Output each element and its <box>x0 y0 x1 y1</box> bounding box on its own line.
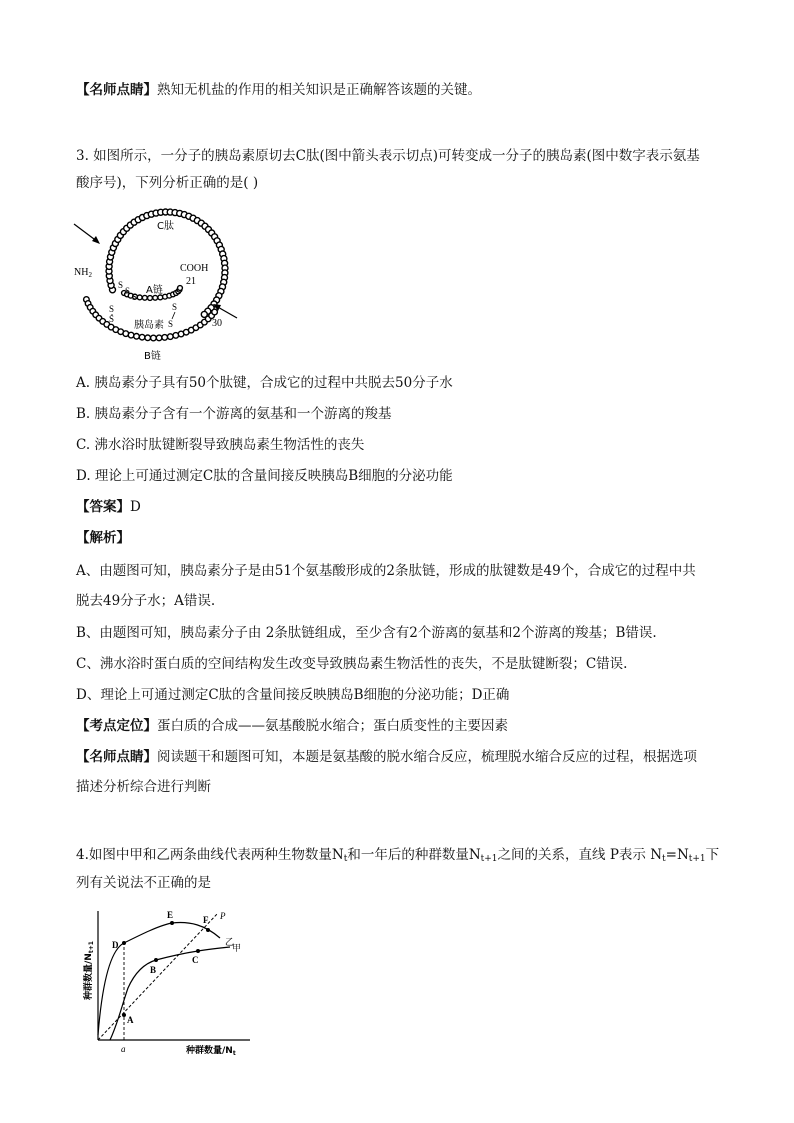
explanation-d: D、理论上可通过测定C肽的含量间接反映胰岛B细胞的分泌功能；D正确 <box>76 687 510 703</box>
disulfide-s: S <box>109 304 115 314</box>
b-chain-label: B链 <box>144 351 161 362</box>
explanation-c: C、沸水浴时蛋白质的空间结构发生改变导致胰岛素生物活性的丧失，不是肽键断裂；C错误. <box>76 656 628 672</box>
option-a: A. 胰岛素分子具有50个肽键，合成它的过程中共脱去50分子水 <box>76 375 453 391</box>
disulfide-s: S <box>125 286 131 296</box>
label-e-point: E <box>167 910 174 920</box>
point-d <box>122 941 126 945</box>
disulfide-s: S <box>109 314 115 324</box>
label-jia: 甲 <box>232 944 242 954</box>
amino-acid-bead <box>212 309 218 315</box>
explanation-a-2: 脱去49分子水；A错误. <box>76 593 216 609</box>
explanation-a-1: A、由题图可知，胰岛素分子是由51个氨基酸形成的2条肽链，形成的肽键数是49个，合成它的过程中共 <box>76 563 696 579</box>
amino-acid-bead <box>156 335 162 341</box>
amino-acid-bead <box>178 286 183 291</box>
tag-label: 【名师点睛】 <box>76 82 157 98</box>
amino-acid-bead <box>142 295 147 300</box>
amino-acid-bead <box>168 334 174 340</box>
disulfide-s: S <box>168 319 174 329</box>
answer-line: 【答案】D <box>76 499 141 515</box>
label-a-point: A <box>127 1015 134 1025</box>
amino-acid-bead <box>134 334 140 340</box>
question-4-line-2: 列有关说法不正确的是 <box>76 875 211 891</box>
cooh-label: COOH <box>180 263 209 274</box>
disulfide-s: S <box>118 280 124 290</box>
curve-jia <box>110 947 230 1040</box>
tag-label: 【名师点睛】 <box>76 749 157 765</box>
tip-q2: 【名师点睛】熟知无机盐的作用的相关知识是正确解答该题的关键。 <box>76 82 481 98</box>
tip-q3-line-2: 描述分析综合进行判断 <box>76 779 211 795</box>
option-d: D. 理论上可通过测定C肽的含量间接反映胰岛B细胞的分泌功能 <box>76 468 453 484</box>
question-4-line-1: 4.如图中甲和乙两条曲线代表两种生物数量$N_t$和一年后的种群数量$N_{t+1}$之间的关系，直线 P表示 $N_t=N_{t+1}$下 <box>76 847 720 864</box>
amino-acid-bead <box>153 295 158 300</box>
point-f <box>206 928 210 932</box>
label-c-point: C <box>192 955 199 965</box>
amino-acid-bead <box>151 335 157 341</box>
label-p: P <box>220 911 226 921</box>
a-chain-label: A链 <box>146 285 163 296</box>
point-c <box>196 949 200 953</box>
y-axis-label: 种群数量$/N_{t+1}$ <box>84 941 95 1000</box>
label-d-point: D <box>112 940 119 950</box>
amino-acid-bead <box>162 335 168 341</box>
question-3-line-1: 3. 如图所示，一分子的胰岛素原切去C肽(图中箭头表示切点)可转变成一分子的胰岛素(图中数字表示氨基 <box>76 148 700 164</box>
question-3-line-2: 酸序号)，下列分析正确的是( ) <box>76 175 259 191</box>
point-b <box>154 958 158 962</box>
label-b-point: B <box>150 965 157 975</box>
amino-acid-bead <box>128 332 134 338</box>
c-peptide-label: C肽 <box>157 221 174 232</box>
insulin-diagram <box>72 198 242 366</box>
tag-label: 【解析】 <box>76 530 130 546</box>
label-f-point: F <box>203 915 209 925</box>
option-b: B. 胰岛素分子含有一个游离的氨基和一个游离的羧基 <box>76 406 392 422</box>
b-chain-beads <box>84 297 218 341</box>
explanation-b: B、由题图可知，胰岛素分子由 2条肽链组成，至少含有2个游离的氨基和2个游离的羧基；B错误. <box>76 625 657 641</box>
disulfide-s: S <box>132 292 138 302</box>
insulin-label: 胰岛素 <box>134 320 164 331</box>
amino-acid-bead <box>139 334 145 340</box>
population-graph <box>80 905 255 1057</box>
key-point-line: 【考点定位】蛋白质的合成——氨基酸脱水缩合；蛋白质变性的主要因素 <box>76 718 508 734</box>
point-a <box>122 1013 126 1017</box>
analysis-heading <box>76 528 724 548</box>
x-axis-label: 种群数量$/N_t$ <box>186 1046 236 1057</box>
label-yi: 乙 <box>225 938 235 948</box>
cut-arrow-left-head <box>92 236 100 244</box>
nh2-label: $NH_2$ <box>74 267 92 279</box>
point-e <box>170 921 174 925</box>
disulfide-s: S <box>172 302 178 312</box>
amino-acid-bead <box>145 335 151 341</box>
aa-21-label: 21 <box>186 276 196 287</box>
tag-label: 【考点定位】 <box>76 718 157 734</box>
amino-acid-bead <box>137 295 142 300</box>
amino-acid-bead <box>148 296 153 301</box>
tag-label: 【答案】 <box>76 499 130 515</box>
line-p <box>98 913 218 1040</box>
label-a-tick: a <box>121 1044 126 1054</box>
option-c: C. 沸水浴时肽键断裂导致胰岛素生物活性的丧失 <box>76 437 365 453</box>
aa-30-label: 30 <box>212 318 222 329</box>
tip-q3-line-1: 【名师点睛】阅读题干和题图可知，本题是氨基酸的脱水缩合反应，梳理脱水缩合反应的过程，根据选项 <box>76 749 697 765</box>
